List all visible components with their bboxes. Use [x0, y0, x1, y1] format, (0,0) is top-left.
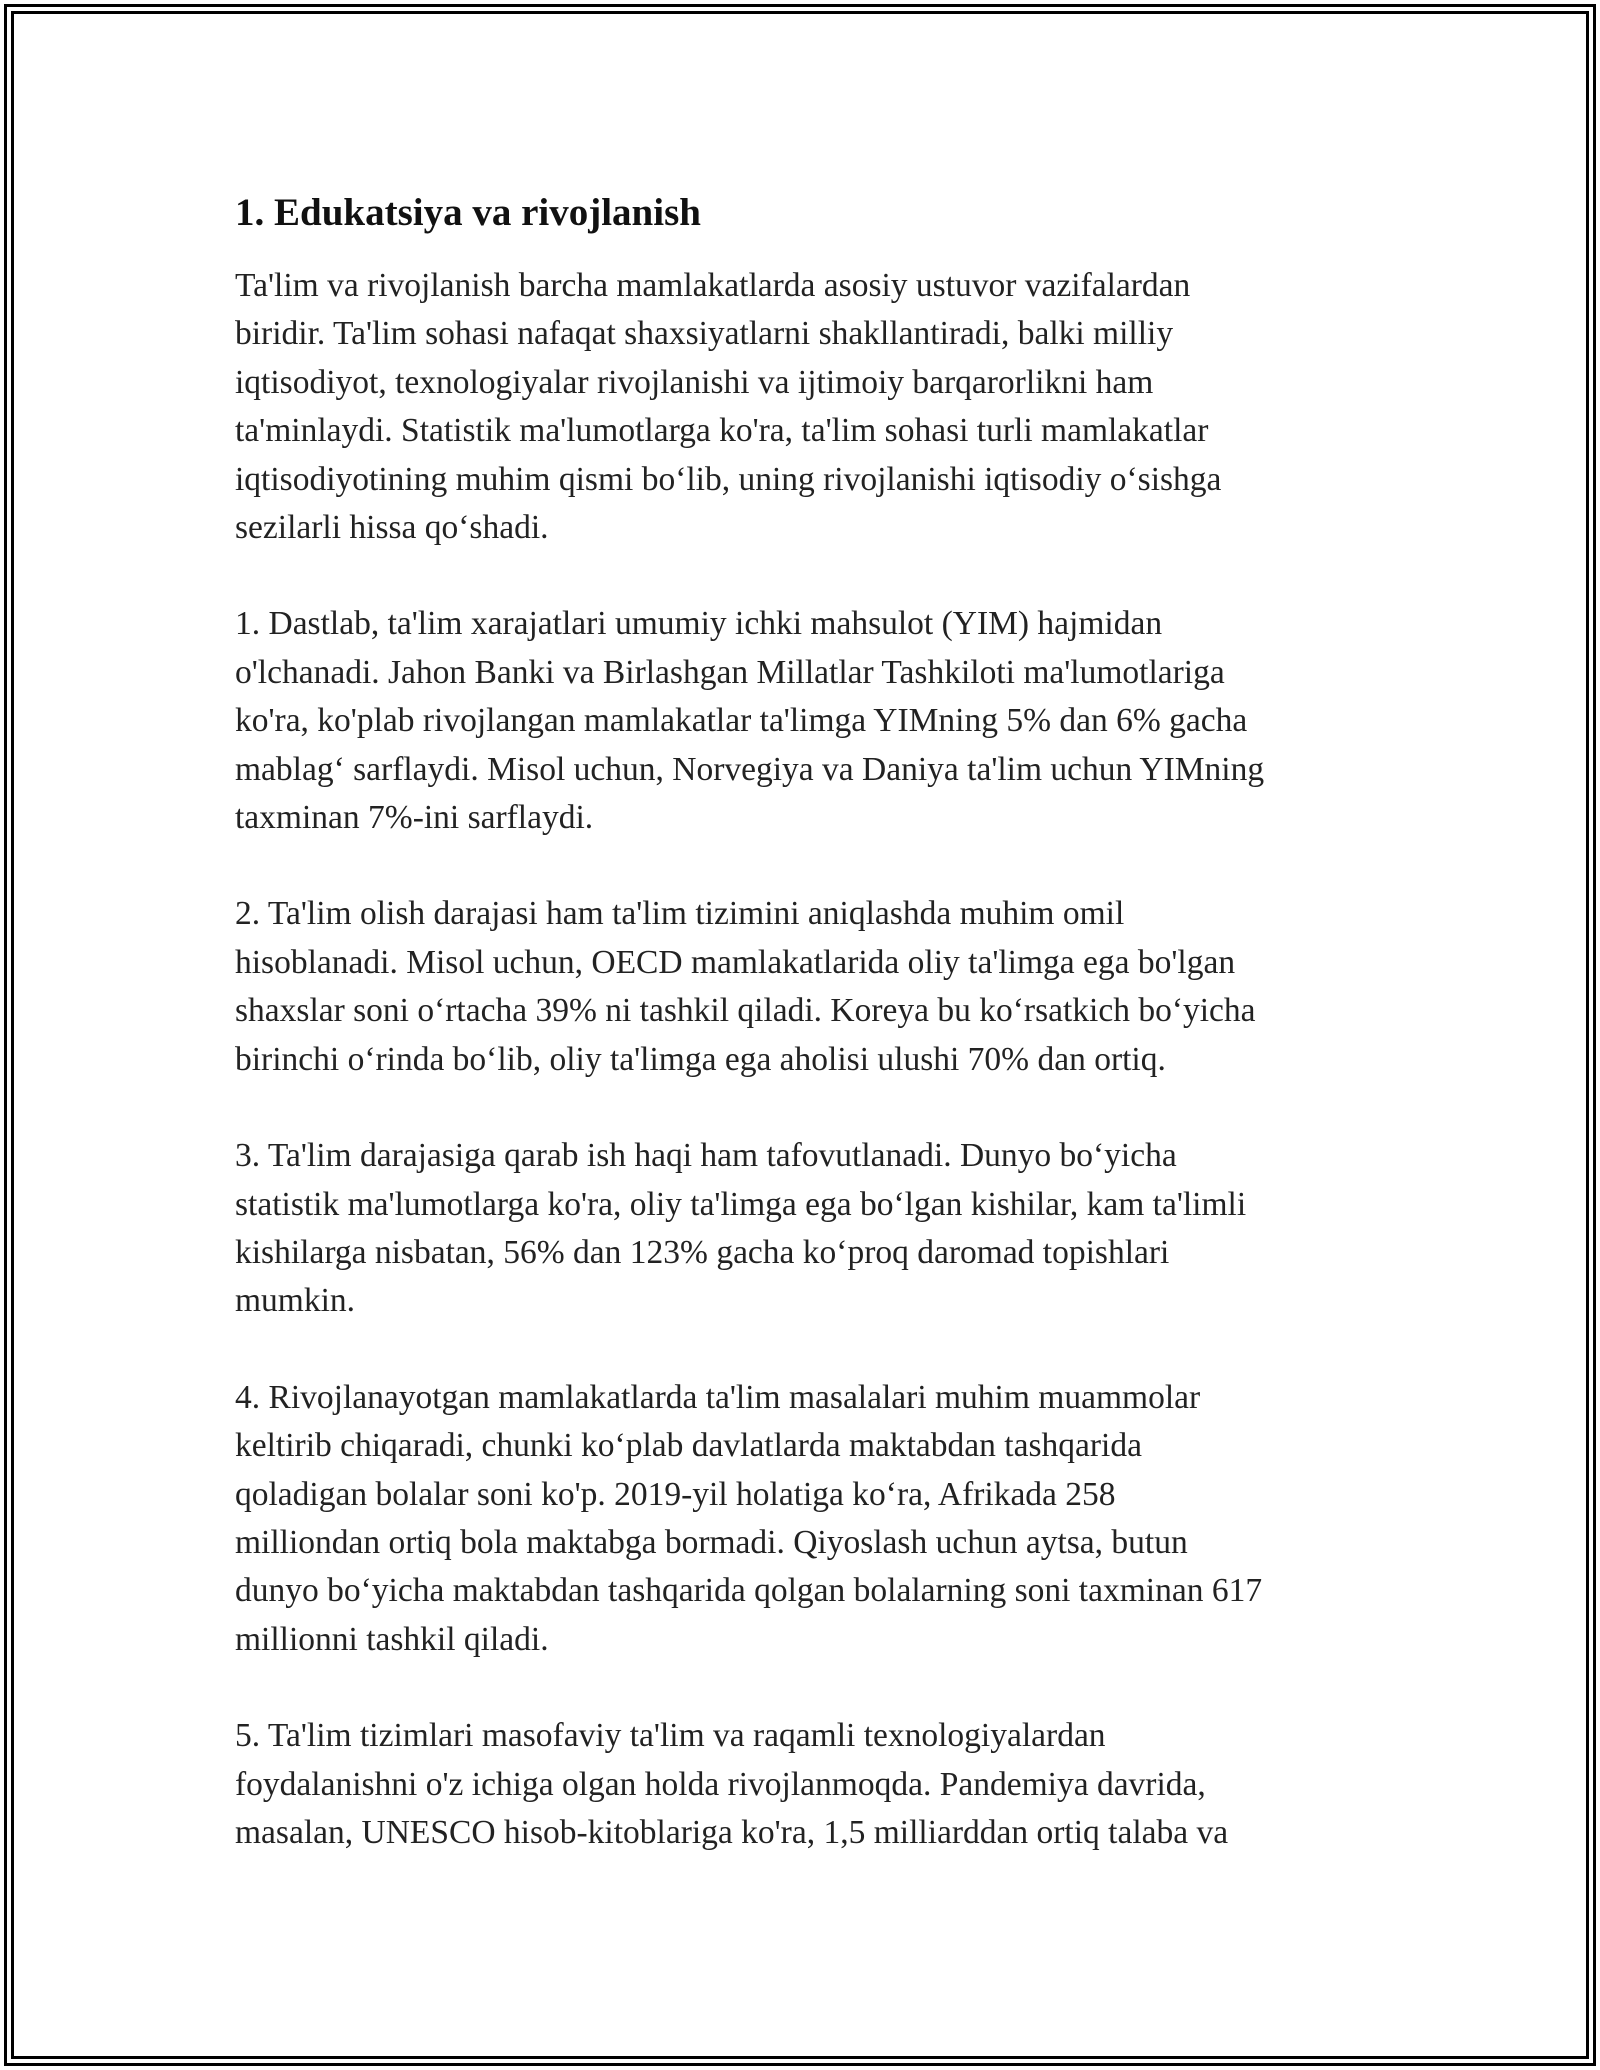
section-heading: 1. Edukatsiya va rivojlanish [235, 191, 701, 234]
point-paragraph-3: 3. Ta'lim darajasiga qarab ish haqi ham tafovutlanadi. Dunyo boʻyicha statistik ma'lumotlarga ko'ra, oliy ta'limga ega boʻlgan kishilar, kam ta'limli kishilarga nisbatan, 56% dan 123% gacha koʻproq daromad topishlari mumkin. [235, 1137, 1247, 1320]
point-paragraph-1: 1. Dastlab, ta'lim xarajatlari umumiy ichki mahsulot (YIM) hajmidan o'lchanadi. Jahon Banki va Birlashgan Millatlar Tashkiloti ma'lumotlariga ko'ra, ko'plab rivojlangan mamlakatlar ta'limga YIMning 5% dan 6% gacha mablagʻ sarflaydi. Misol uchun, Norvegiya va Daniya ta'lim uchun YIMning taxminan 7%-ini sarflaydi. [235, 605, 1265, 837]
point-paragraph-2: 2. Ta'lim olish darajasi ham ta'lim tizimini aniqlashda muhim omil hisoblanadi. Misol uchun, OECD mamlakatlarida oliy ta'limga ega bo'lgan shaxslar soni oʻrtacha 39% ni tashkil qiladi. Koreya bu koʻrsatkich boʻyicha birinchi oʻrinda boʻlib, oliy ta'limga ega aholisi ulushi 70% dan ortiq. [235, 895, 1256, 1078]
point-paragraph-5: 5. Ta'lim tizimlari masofaviy ta'lim va raqamli texnologiyalardan foydalanishni o'z ichiga olgan holda rivojlanmoqda. Pandemiya davrida, masalan, UNESCO hisob-kitoblariga ko'ra, 1,5 milliarddan ortiq talaba va [235, 1717, 1229, 1851]
document-page [235, 188, 1375, 1857]
intro-paragraph: Ta'lim va rivojlanish barcha mamlakatlarda asosiy ustuvor vazifalardan biridir. Ta'lim sohasi nafaqat shaxsiyatlarni shakllantiradi, balki milliy iqtisodiyot, texnologiyalar rivojlanishi va ijtimoiy barqarorlikni ham ta'minlaydi. Statistik ma'lumotlarga ko'ra, ta'lim sohasi turli mamlakatlar iqtisodiyotining muhim qismi boʻlib, uning rivojlanishi iqtisodiy oʻsishga sezilarli hissa qoʻshadi. [235, 267, 1222, 547]
point-paragraph-4: 4. Rivojlanayotgan mamlakatlarda ta'lim masalalari muhim muammolar keltirib chiqaradi, chunki koʻplab davlatlarda maktabdan tashqarida qoladigan bolalar soni ko'p. 2019-yil holatiga koʻra, Afrikada 258 milliondan ortiq bola maktabga bormadi. Qiyoslash uchun aytsa, butun dunyo boʻyicha maktabdan tashqarida qolgan bolalarning soni taxminan 617 millionni tashkil qiladi. [235, 1378, 1263, 1658]
